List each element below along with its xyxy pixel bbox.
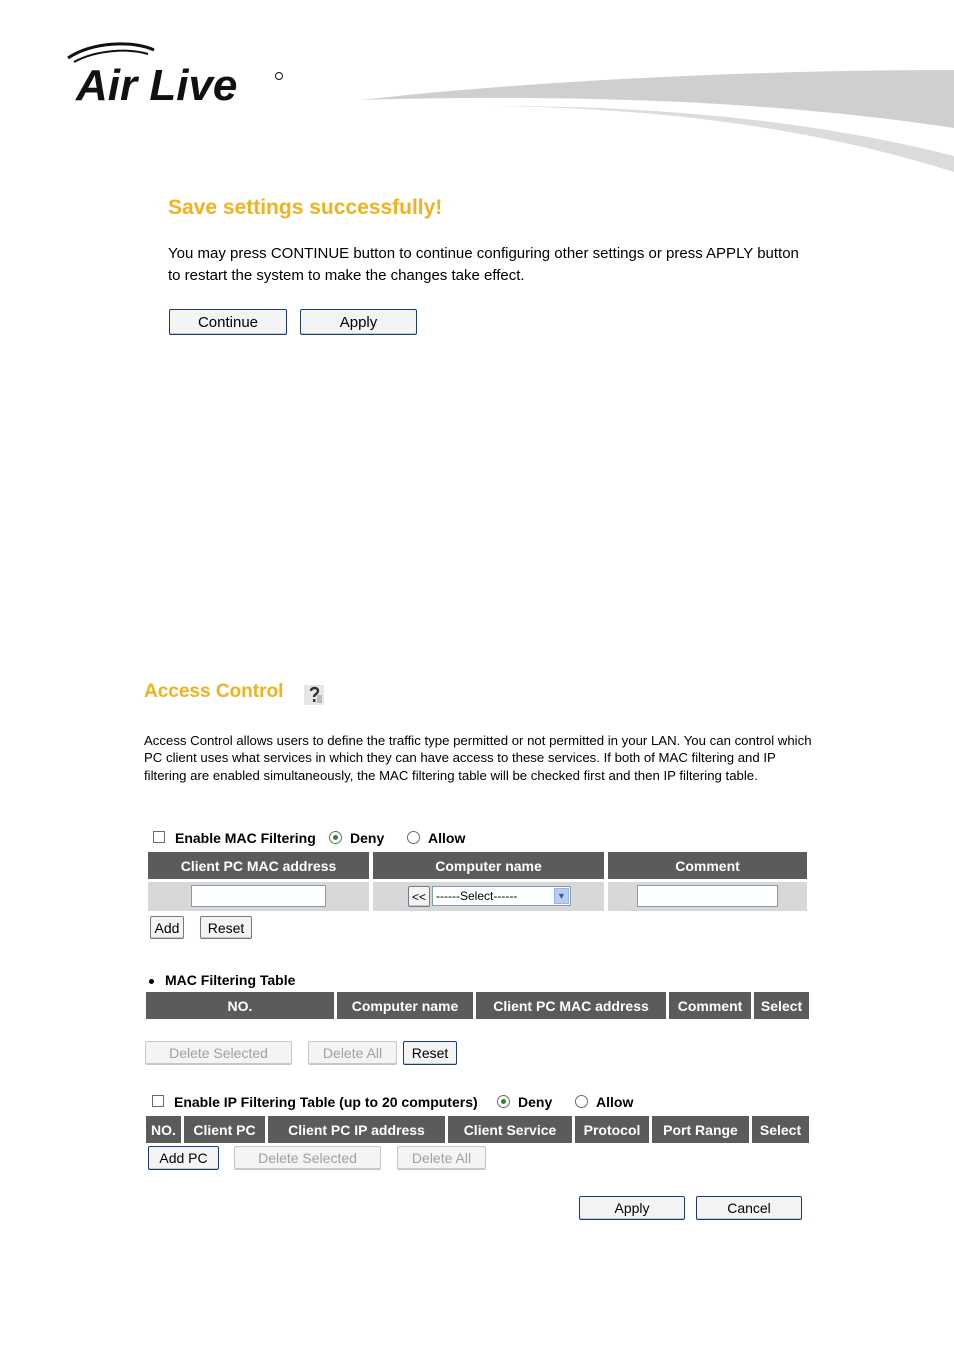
ip-allow-label: Allow xyxy=(596,1094,634,1110)
access-control-title: Access Control xyxy=(144,681,284,702)
delete-selected-button-ip[interactable]: Delete Selected xyxy=(234,1146,381,1170)
mac-address-input[interactable] xyxy=(191,885,326,907)
mac-deny-label: Deny xyxy=(350,830,385,846)
mac-table-header-select: Select xyxy=(754,992,809,1019)
delete-selected-button-mac[interactable]: Delete Selected xyxy=(145,1041,292,1065)
logo-text: Air Live xyxy=(76,61,238,110)
chevron-down-icon[interactable]: ▼ xyxy=(554,888,569,904)
computer-name-select-value: ------Select------ xyxy=(436,889,518,903)
ip-table-header-port-range: Port Range xyxy=(652,1116,749,1143)
add-button[interactable]: Add xyxy=(150,916,184,939)
mac-allow-radio[interactable] xyxy=(407,831,420,844)
reset-button-mac-table[interactable]: Reset xyxy=(403,1041,457,1065)
mac-table-header-mac-address: Client PC MAC address xyxy=(476,992,666,1019)
delete-all-button-ip[interactable]: Delete All xyxy=(397,1146,486,1170)
ip-allow-radio[interactable] xyxy=(575,1095,588,1108)
enable-ip-filtering-label: Enable IP Filtering Table (up to 20 computers) xyxy=(174,1094,478,1110)
apply-button[interactable]: Apply xyxy=(579,1196,685,1220)
ip-table-header-ip-address: Client PC IP address xyxy=(268,1116,445,1143)
enable-ip-filtering-checkbox[interactable] xyxy=(152,1095,164,1107)
ip-deny-radio[interactable] xyxy=(497,1095,510,1108)
computer-name-select[interactable] xyxy=(432,886,571,906)
copy-computer-name-button[interactable]: << xyxy=(408,886,430,907)
mac-table-header-comment: Comment xyxy=(669,992,751,1019)
apply-button-save[interactable]: Apply xyxy=(300,309,417,335)
reset-button-mac[interactable]: Reset xyxy=(200,916,252,939)
ip-deny-label: Deny xyxy=(518,1094,553,1110)
help-icon[interactable] xyxy=(304,685,324,705)
comment-input[interactable] xyxy=(637,885,778,907)
header-client-pc-mac-address: Client PC MAC address xyxy=(148,852,369,879)
mac-table-header-computer-name: Computer name xyxy=(337,992,473,1019)
save-success-message: You may press CONTINUE button to continue configuring other settings or press APPLY button to restart the system to make the changes take effect. xyxy=(168,245,799,284)
ip-table-header-no: NO. xyxy=(146,1116,181,1143)
header-swoosh-decoration xyxy=(340,60,954,190)
airlive-logo xyxy=(62,40,292,110)
mac-allow-label: Allow xyxy=(428,830,466,846)
add-pc-button[interactable]: Add PC xyxy=(148,1146,219,1170)
mac-filtering-table-title: MAC Filtering Table xyxy=(165,972,296,988)
ip-table-header-select: Select xyxy=(752,1116,809,1143)
access-control-description: Access Control allows users to define the traffic type permitted or not permitted in your LAN. You can control which PC client uses what services in which they can have access to these services. If both of MAC filtering and IP filtering are enabled simultaneously, the MAC filtering table will be checked first and then IP filtering table. xyxy=(144,733,812,783)
ip-table-header-client-pc: Client PC xyxy=(184,1116,265,1143)
continue-button[interactable]: Continue xyxy=(169,309,287,335)
ip-table-header-protocol: Protocol xyxy=(575,1116,649,1143)
ip-table-header-client-service: Client Service xyxy=(448,1116,572,1143)
header-comment: Comment xyxy=(608,852,807,879)
mac-table-header-no: NO. xyxy=(146,992,334,1019)
mac-deny-radio[interactable] xyxy=(329,831,342,844)
enable-mac-filtering-checkbox[interactable] xyxy=(153,831,165,843)
cancel-button[interactable]: Cancel xyxy=(696,1196,802,1220)
header-computer-name: Computer name xyxy=(373,852,604,879)
delete-all-button-mac[interactable]: Delete All xyxy=(308,1041,397,1065)
enable-mac-filtering-label: Enable MAC Filtering xyxy=(175,830,316,846)
bullet-icon xyxy=(149,979,154,984)
save-success-title: Save settings successfully! xyxy=(168,196,443,219)
